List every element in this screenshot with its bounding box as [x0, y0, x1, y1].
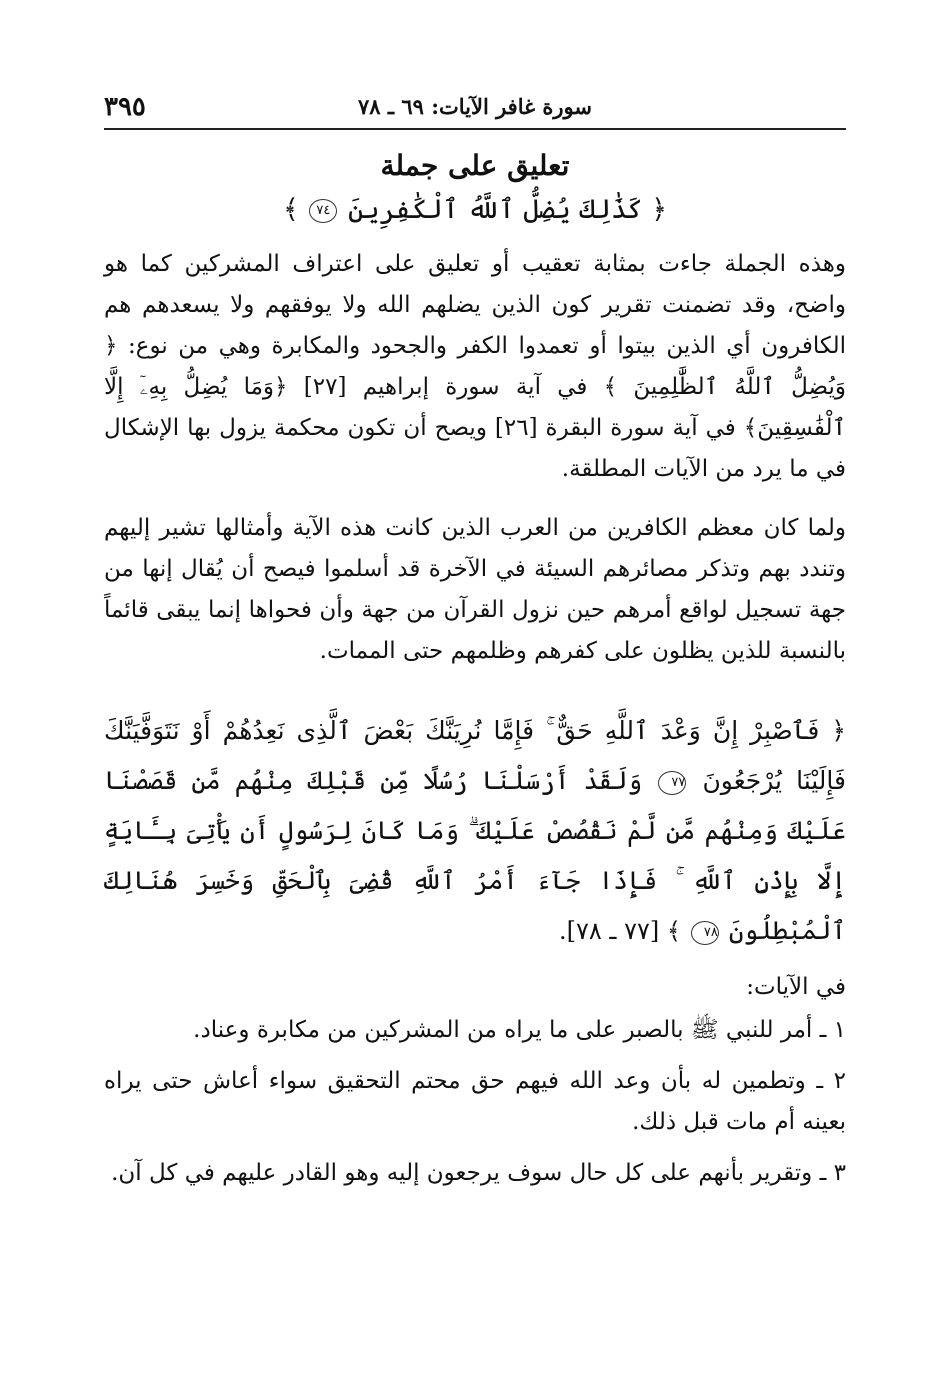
ayah-number-mark: ٧٧ — [658, 771, 686, 795]
notes-heading: في الآيات: — [746, 974, 846, 1000]
section-title: تعليق على جملة — [380, 149, 570, 182]
page-body — [104, 138, 846, 1194]
verse-text: وَلَقَدْ أَرْسَلْنَا رُسُلًا مِّن قَبْلِكَ مِنْهُم مَّن قَصَصْنَا عَلَيْكَ وَمِنْهُم مَّن لَّمْ نَقْصُصْ عَلَيْكَ ۗ وَمَا كَانَ لِرَسُولٍ أَن يَأْتِىَ بِـَٔايَةٍ إِلَّا بِإِذْنِ ٱللَّهِ ۚ فَإِذَا جَآءَ أَمْرُ ٱللَّهِ قُضِىَ بِٱلْحَقِّ وَخَسِرَ هُنَالِكَ ٱلْمُبْطِلُونَ — [104, 766, 846, 945]
note-point: ١ ـ أمر للنبي ﷺ بالصبر على ما يراه من المشركين من مكابرة وعناد. — [193, 1017, 846, 1043]
quran-verses — [104, 706, 846, 956]
running-title: سورة غافر الآيات: ٦٩ ـ ٧٨ — [357, 94, 592, 119]
note-point: ٢ ـ وتطمين له بأن وعد الله فيهم حق محتم التحقيق سواء أعاش حتى يراه بعينه أم مات قبل ذلك. — [104, 1068, 846, 1135]
verse-text: ﴿ فَٱصْبِرْ إِنَّ وَعْدَ ٱللَّهِ حَقٌّ ۚ فَإِمَّا نُرِيَنَّكَ بَعْضَ ٱلَّذِى نَعِدُهُمْ أَوْ نَتَوَفَّيَنَّكَ فَإِلَيْنَا يُرْجَعُونَ — [104, 716, 846, 795]
note-point: ٣ ـ وتقرير بأنهم على كل حال سوف يرجعون إليه وهو القادر عليهم في كل آن. — [111, 1160, 846, 1186]
page-number: ٣٩٥ — [104, 92, 146, 122]
page-header — [104, 88, 846, 130]
commentary-paragraph: ولما كان معظم الكافرين من العرب الذين كانت هذه الآية وأمثالها تشير إليهم وتندد بهم وتذكر مصائرهم السيئة في الآخرة قد أسلموا فيصح أن يُقال إنها من جهة تسجيل لواقع أمرهم حين نزول القرآن من جهة وأن فحواها إنما يبقى قائماً بالنسبة للذين يظلون على كفرهم وظلمهم حتى الممات. — [104, 515, 846, 664]
quoted-verse-text: ﴿ كَذَٰلِكَ يُضِلُّ ٱللَّهُ ٱلْكَٰفِرِينَ — [347, 194, 668, 225]
quoted-verse-close: ﴾ — [282, 194, 299, 225]
verse-reference: ﴾ [٧٧ ـ ٧٨]. — [558, 917, 681, 945]
ayah-number-mark: ٧٤ — [309, 199, 337, 223]
ayah-number-mark: ٧٨ — [691, 921, 719, 945]
quoted-verse — [104, 188, 846, 232]
commentary-paragraph: وهذه الجملة جاءت بمثابة تعقيب أو تعليق على اعتراف المشركين كما هو واضح، وقد تضمنت تقرير كون الذين يضلهم الله ولا يوفقهم ولا يسعدهم هم الكافرون أي الذين بيتوا أو تعمدوا الكفر والجحود والمكابرة وهي من نوع: ﴿ وَيُضِلُّ ٱللَّهُ ٱلظَّٰلِمِينَ ﴾ في آية سورة إبراهيم [٢٧] ﴿وَمَا يُضِلُّ بِهِۦٓ إِلَّا ٱلْفَٰسِقِينَ﴾ في آية سورة البقرة [٢٦] ويصح أن تكون محكمة يزول بها الإشكال في ما يرد من الآيات المطلقة. — [104, 251, 846, 482]
